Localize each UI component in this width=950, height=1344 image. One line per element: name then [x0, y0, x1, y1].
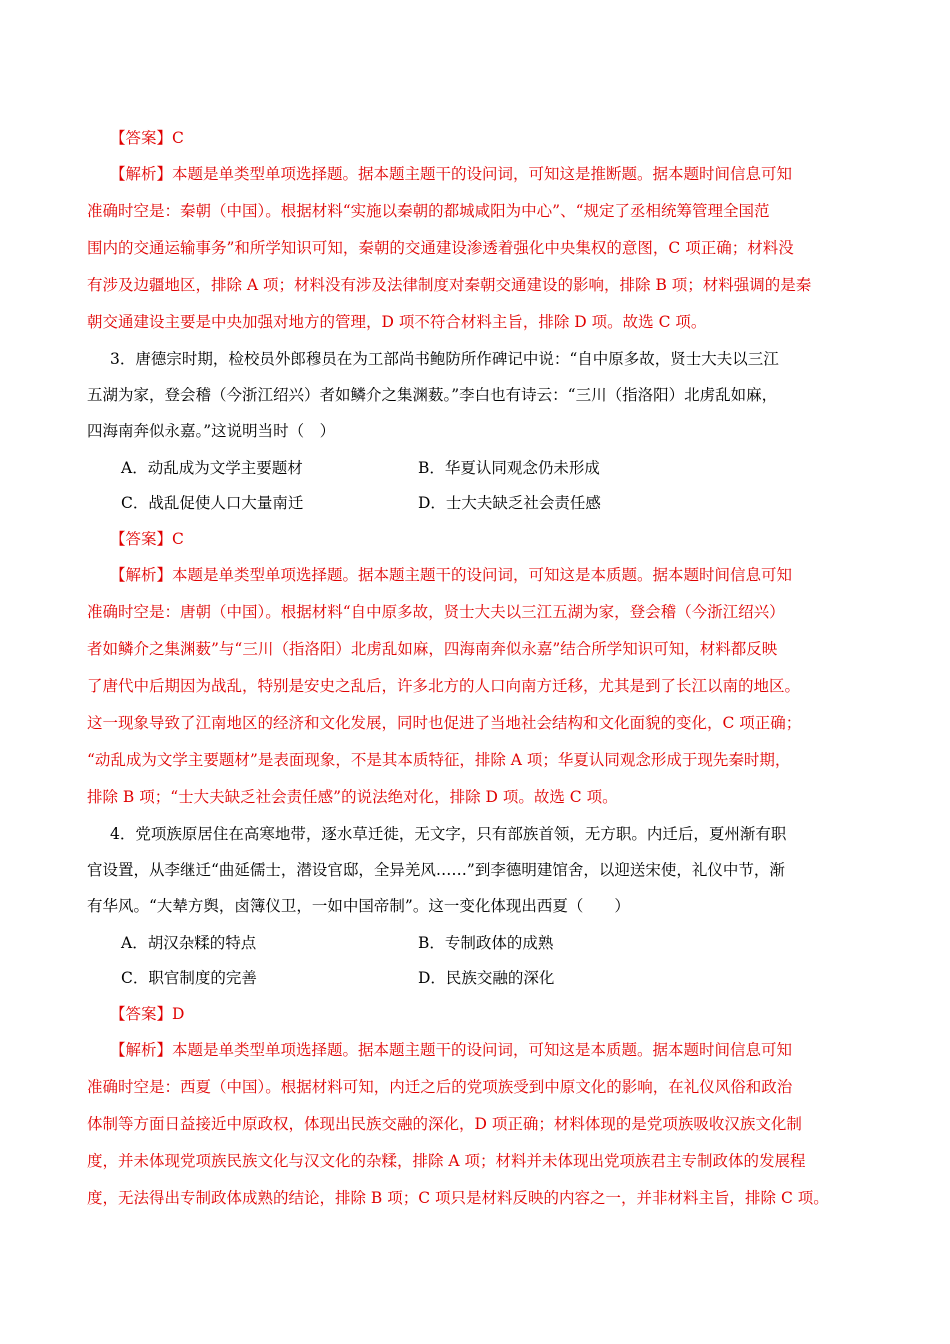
analysis-q3-line-7: 排除 B 项；“士大夫缺乏社会责任感”的说法绝对化，排除 D 项。故选 C 项。 — [87, 788, 618, 806]
analysis-q4-line-3: 体制等方面日益接近中原政权，体现出民族交融的深化，D 项正确；材料体现的是党项族吸收汉族文化制 — [87, 1115, 802, 1133]
question4-option-d: D．民族交融的深化 — [418, 969, 555, 987]
question4-option-a: A．胡汉杂糅的特点 — [121, 934, 257, 952]
analysis-q4-line-5: 度，无法得出专制政体成熟的结论，排除 B 项；C 项只是材料反映的内容之一，并非材料主旨，排除 C 项。 — [87, 1189, 829, 1207]
question3-stem-line-3: 四海南奔似永嘉。”这说明当时（ ） — [87, 422, 336, 440]
question4-stem-line-1: 4．党项族原居住在高寒地带，逐水草迁徙，无文字，只有部族首领，无方职。内迁后，夏州渐有职 — [110, 825, 787, 843]
question3-option-c: C．战乱促使人口大量南迁 — [121, 494, 304, 512]
question3-stem-line-1: 3．唐德宗时期，检校员外郎穆员在为工部尚书鲍防所作碑记中说：“自中原多故，贤士大夫以三江 — [110, 350, 779, 368]
analysis-q2-line-1: 【解析】本题是单类型单项选择题。据本题主题干的设问词，可知这是推断题。据本题时间信息可知 — [110, 165, 793, 183]
analysis-q3-line-1: 【解析】本题是单类型单项选择题。据本题主题干的设问词，可知这是本质题。据本题时间信息可知 — [110, 566, 793, 584]
analysis-q3-line-3: 者如鳞介之集渊薮”与“三川（指洛阳）北虏乱如麻，四海南奔似永嘉”结合所学知识可知，材料都反映 — [87, 640, 778, 658]
analysis-q3-line-6: “动乱成为文学主要题材”是表面现象，不是其本质特征，排除 A 项；华夏认同观念形成于现先秦时期， — [87, 751, 791, 769]
question3-option-a: A．动乱成为文学主要题材 — [121, 459, 303, 477]
question4-stem-line-2: 官设置，从李继迁“曲延儒士，潜设官邸，全异羌风……”到李德明建馆舍，以迎送宋使，礼仪中节，渐 — [87, 861, 785, 879]
analysis-q2-line-4: 有涉及边疆地区，排除 A 项；材料没有涉及法律制度对秦朝交通建设的影响，排除 B 项；材料强调的是秦 — [87, 276, 812, 294]
question4-option-b: B．专制政体的成熟 — [418, 934, 554, 952]
analysis-q3-line-5: 这一现象导致了江南地区的经济和文化发展，同时也促进了当地社会结构和文化面貌的变化，C 项正确； — [87, 714, 802, 732]
analysis-q2-line-5: 朝交通建设主要是中央加强对地方的管理，D 项不符合材料主旨，排除 D 项。故选 C 项。 — [87, 313, 707, 331]
answer-q2: 【答案】C — [110, 129, 184, 147]
question4-stem-line-3: 有华风。“大辇方舆，卤簿仪卫，一如中国帝制”。这一变化体现出西夏（ ） — [87, 897, 630, 915]
analysis-q4-line-4: 度，并未体现党项族民族文化与汉文化的杂糅，排除 A 项；材料并未体现出党项族君主专制政体的发展程 — [87, 1152, 806, 1170]
analysis-q4-line-2: 准确时空是：西夏（中国）。根据材料可知，内迁之后的党项族受到中原文化的影响，在礼仪风俗和政治 — [87, 1078, 793, 1096]
analysis-q4-line-1: 【解析】本题是单类型单项选择题。据本题主题干的设问词，可知这是本质题。据本题时间信息可知 — [110, 1041, 793, 1059]
analysis-q3-line-4: 了唐代中后期因为战乱，特别是安史之乱后，许多北方的人口向南方迁移，尤其是到了长江以南的地区。 — [87, 677, 801, 695]
question3-option-d: D．士大夫缺乏社会责任感 — [418, 494, 601, 512]
analysis-q2-line-2: 准确时空是：秦朝（中国）。根据材料“实施以秦朝的都城咸阳为中心”、“规定了丞相统筹管理全国范 — [87, 202, 770, 220]
analysis-q3-line-2: 准确时空是：唐朝（中国）。根据材料“自中原多故，贤士大夫以三江五湖为家，登会稽（今浙江绍兴） — [87, 603, 785, 621]
question3-stem-line-2: 五湖为家，登会稽（今浙江绍兴）者如鳞介之集渊薮。”李白也有诗云：“三川（指洛阳）北虏乱如麻， — [87, 386, 778, 404]
answer-q3: 【答案】C — [110, 530, 184, 548]
question4-option-c: C．职官制度的完善 — [121, 969, 257, 987]
question3-option-b: B．华夏认同观念仍未形成 — [418, 459, 600, 477]
analysis-q2-line-3: 围内的交通运输事务”和所学知识可知，秦朝的交通建设渗透着强化中央集权的意图，C 项正确；材料没 — [87, 239, 794, 257]
answer-q4: 【答案】D — [110, 1005, 185, 1023]
